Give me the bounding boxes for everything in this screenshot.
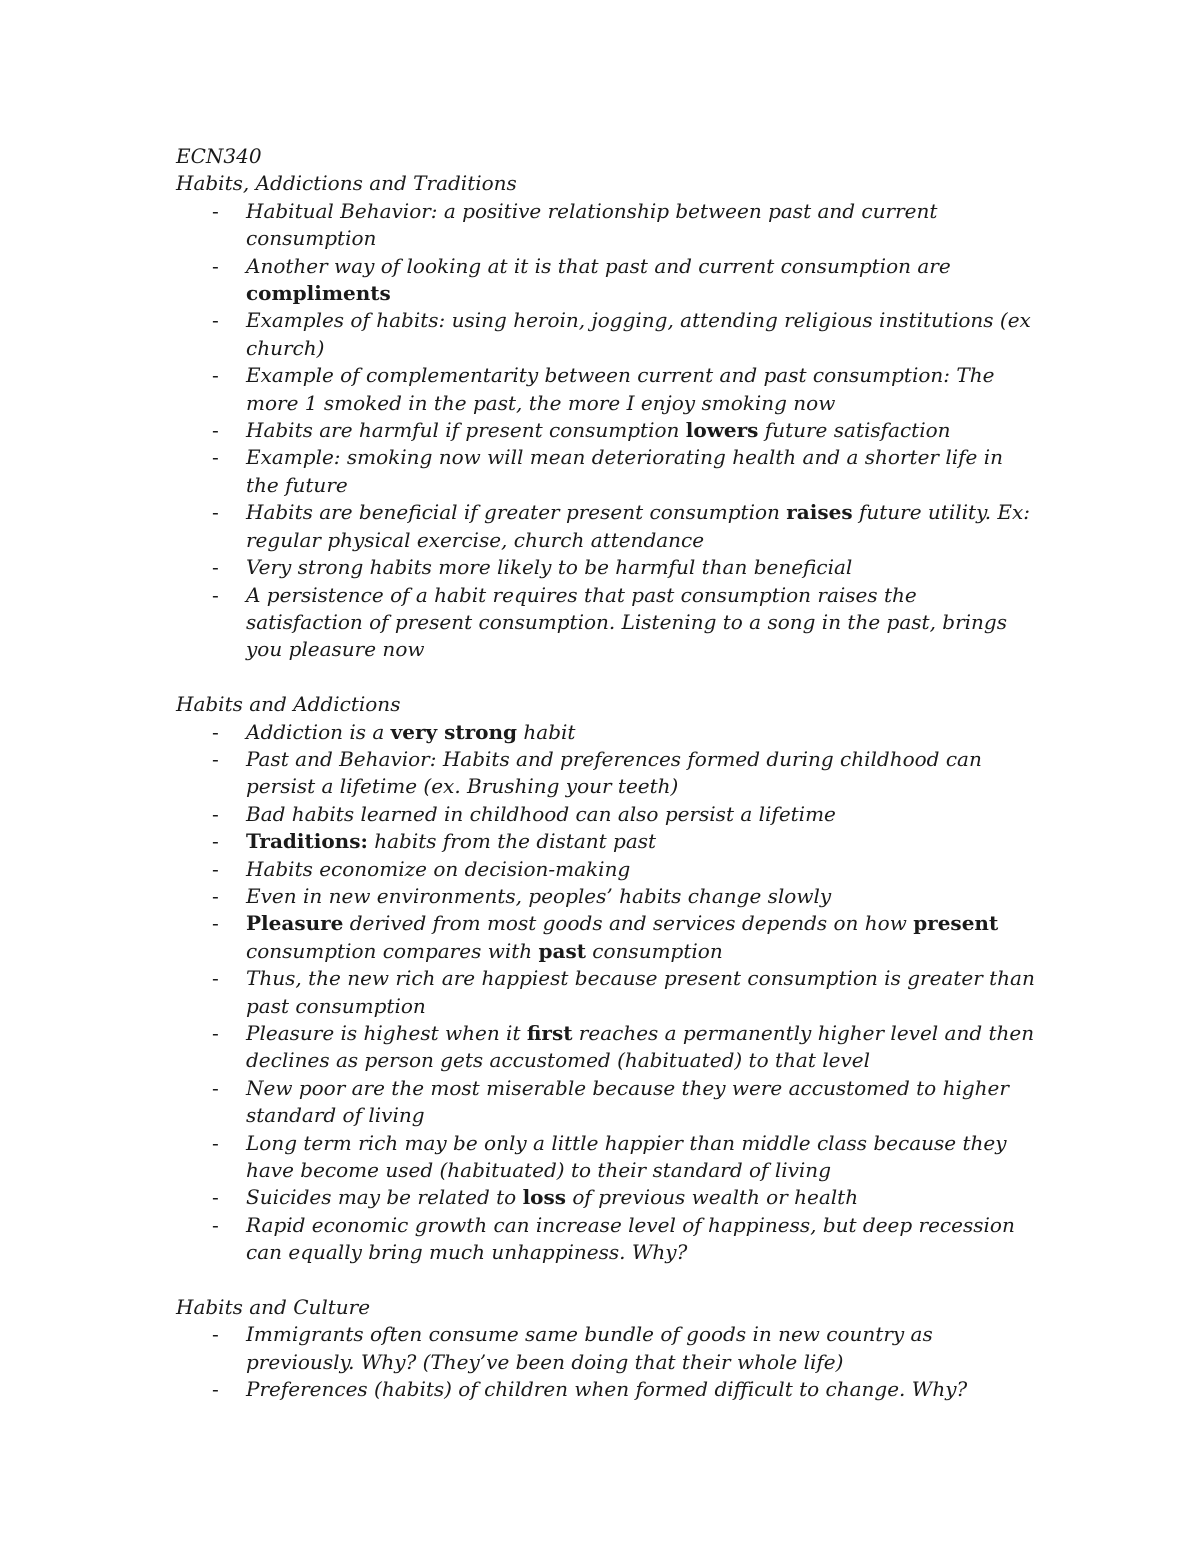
dash-bullet-icon: - — [212, 555, 219, 580]
bullet-item — [176, 1376, 1036, 1403]
text-run: derived from most goods and services depends on how — [343, 911, 914, 936]
text-run: Rapid economic growth can increase level of happiness, but deep recession can equally bring much unhappiness. Why? — [246, 1212, 1015, 1265]
bullet-text — [246, 910, 1036, 965]
bullet-item — [176, 582, 1036, 664]
dash-bullet-icon: - — [212, 1185, 219, 1210]
text-run: Another way of looking at it is that past and current consumption are — [246, 253, 951, 278]
text-run: Habits are beneficial if greater present consumption — [246, 500, 787, 525]
dash-bullet-icon: - — [212, 1130, 219, 1155]
text-run: reaches a permanently higher level and then declines as person gets accustomed (habituated) to that level — [246, 1020, 1035, 1073]
sections-container — [176, 170, 1036, 1403]
bullet-item — [176, 719, 1036, 746]
bold-term: lowers — [685, 418, 759, 443]
dash-bullet-icon: - — [212, 253, 219, 278]
dash-bullet-icon: - — [212, 856, 219, 881]
dash-bullet-icon: - — [212, 582, 219, 607]
text-run: Suicides may be related to — [246, 1185, 523, 1210]
bold-term: very strong — [390, 719, 518, 744]
notes-section — [176, 170, 1036, 663]
dash-bullet-icon: - — [212, 1377, 219, 1402]
dash-bullet-icon: - — [212, 966, 219, 991]
bullet-text — [246, 828, 1036, 855]
bullet-list — [176, 198, 1036, 664]
text-run: Very strong habits more likely to be harmful than beneficial — [246, 555, 853, 580]
text-run: Habits are harmful if present consumption — [246, 418, 686, 443]
text-run: habits from the distant past — [367, 829, 657, 854]
bullet-item — [176, 1212, 1036, 1267]
dash-bullet-icon: - — [212, 198, 219, 223]
text-run: Long term rich may be only a little happier than middle class because they have become used (habituated) to their standard of living — [246, 1130, 1007, 1183]
bullet-item — [176, 828, 1036, 855]
text-run: Bad habits learned in childhood can also persist a lifetime — [246, 801, 836, 826]
bullet-item — [176, 1075, 1036, 1130]
bullet-list — [176, 1321, 1036, 1403]
dash-bullet-icon: - — [212, 1075, 219, 1100]
bullet-item — [176, 417, 1036, 444]
text-run: consumption compares with — [246, 938, 539, 963]
text-run: future utility. Ex: regular physical exercise, church attendance — [246, 500, 1031, 552]
text-run: Thus, the new rich are happiest because present consumption is greater than past consumption — [246, 966, 1035, 1018]
text-run: Habitual Behavior: a positive relationship between past and current consumption — [246, 198, 938, 251]
bullet-item — [176, 746, 1036, 801]
dash-bullet-icon: - — [212, 1212, 219, 1237]
bullet-item — [176, 253, 1036, 308]
bullet-text — [246, 965, 1036, 1020]
bullet-list — [176, 719, 1036, 1267]
dash-bullet-icon: - — [212, 363, 219, 388]
text-run: Addiction is a — [246, 719, 391, 744]
bold-term: first — [526, 1020, 573, 1045]
bullet-text — [246, 1020, 1036, 1075]
text-run: Preferences (habits) of children when formed difficult to change. Why? — [246, 1377, 968, 1402]
dash-bullet-icon: - — [212, 801, 219, 826]
bullet-text — [246, 1376, 1036, 1403]
text-run: Past and Behavior: Habits and preferences formed during childhood can persist a lifetime (ex. Brushing your teeth) — [246, 746, 982, 799]
dash-bullet-icon: - — [212, 719, 219, 744]
bullet-item — [176, 1184, 1036, 1211]
bold-term: compliments — [246, 281, 391, 306]
dash-bullet-icon: - — [212, 1020, 219, 1045]
dash-bullet-icon: - — [212, 500, 219, 525]
bullet-text — [246, 307, 1036, 362]
bullet-item — [176, 856, 1036, 883]
bullet-text — [246, 1075, 1036, 1130]
text-run: Examples of habits: using heroin, jogging, attending religious institutions (ex church) — [246, 308, 1031, 360]
dash-bullet-icon: - — [212, 746, 219, 771]
bullet-text — [246, 554, 1036, 581]
bullet-item — [176, 1321, 1036, 1376]
section-spacer — [176, 664, 1036, 691]
bullet-text — [246, 499, 1036, 554]
bullet-text — [246, 417, 1036, 444]
dash-bullet-icon: - — [212, 1322, 219, 1347]
text-run: Immigrants often consume same bundle of goods in new country as previously. Why? (They’ve been doing that their whole life) — [246, 1322, 933, 1374]
text-run: Even in new environments, peoples’ habits change slowly — [246, 883, 832, 908]
section-heading: Habits, Addictions and Traditions — [176, 171, 517, 196]
text-run: Example of complementarity between current and past consumption: The more 1 smoked in the past, the more I enjoy smoking now — [246, 363, 995, 415]
notes-section — [176, 1294, 1036, 1404]
bold-term: loss — [522, 1185, 567, 1210]
bullet-text — [246, 198, 1036, 253]
section-heading: Habits and Culture — [176, 1295, 371, 1320]
dash-bullet-icon: - — [212, 418, 219, 443]
text-run: consumption — [585, 938, 723, 963]
bold-term: present — [913, 911, 999, 936]
bullet-item — [176, 910, 1036, 965]
bullet-text — [246, 801, 1036, 828]
bullet-item — [176, 1130, 1036, 1185]
bullet-item — [176, 554, 1036, 581]
dash-bullet-icon: - — [212, 829, 219, 854]
bullet-text — [246, 253, 1036, 308]
bullet-text — [246, 444, 1036, 499]
dash-bullet-icon: - — [212, 445, 219, 470]
notes-section — [176, 691, 1036, 1267]
text-run: Example: smoking now will mean deteriorating health and a shorter life in the future — [246, 445, 1003, 497]
course-code: ECN340 — [176, 144, 262, 168]
dash-bullet-icon: - — [212, 911, 219, 936]
bullet-item — [176, 499, 1036, 554]
bullet-text — [246, 719, 1036, 746]
bullet-item — [176, 1020, 1036, 1075]
bullet-text — [246, 582, 1036, 664]
bullet-item — [176, 965, 1036, 1020]
text-run: habit — [517, 719, 576, 744]
bullet-text — [246, 1130, 1036, 1185]
bullet-text — [246, 1184, 1036, 1211]
text-run: Pleasure is highest when it — [246, 1020, 527, 1045]
bullet-text — [246, 1212, 1036, 1267]
document-body — [176, 143, 1036, 1404]
section-spacer — [176, 1267, 1036, 1294]
bullet-text — [246, 856, 1036, 883]
bullet-item — [176, 801, 1036, 828]
bullet-item — [176, 444, 1036, 499]
bold-term: Pleasure — [246, 911, 344, 936]
bullet-text — [246, 1321, 1036, 1376]
bold-term: past — [538, 938, 586, 963]
bullet-item — [176, 883, 1036, 910]
bullet-text — [246, 883, 1036, 910]
bullet-text — [246, 362, 1036, 417]
bullet-item — [176, 362, 1036, 417]
bold-term: Traditions: — [246, 829, 368, 854]
text-run: Habits economize on decision-making — [246, 856, 631, 881]
text-run: future satisfaction — [758, 418, 951, 443]
text-run: of previous wealth or health — [566, 1185, 859, 1210]
bullet-item — [176, 307, 1036, 362]
section-heading: Habits and Addictions — [176, 692, 401, 717]
bold-term: raises — [786, 500, 853, 525]
dash-bullet-icon: - — [212, 308, 219, 333]
text-run: A persistence of a habit requires that past consumption raises the satisfaction of present consumption. Listening to a song in the past, brings you pleasure now — [246, 582, 1007, 662]
bullet-item — [176, 198, 1036, 253]
text-run: New poor are the most miserable because they were accustomed to higher standard of living — [246, 1075, 1009, 1128]
bullet-text — [246, 746, 1036, 801]
dash-bullet-icon: - — [212, 883, 219, 908]
